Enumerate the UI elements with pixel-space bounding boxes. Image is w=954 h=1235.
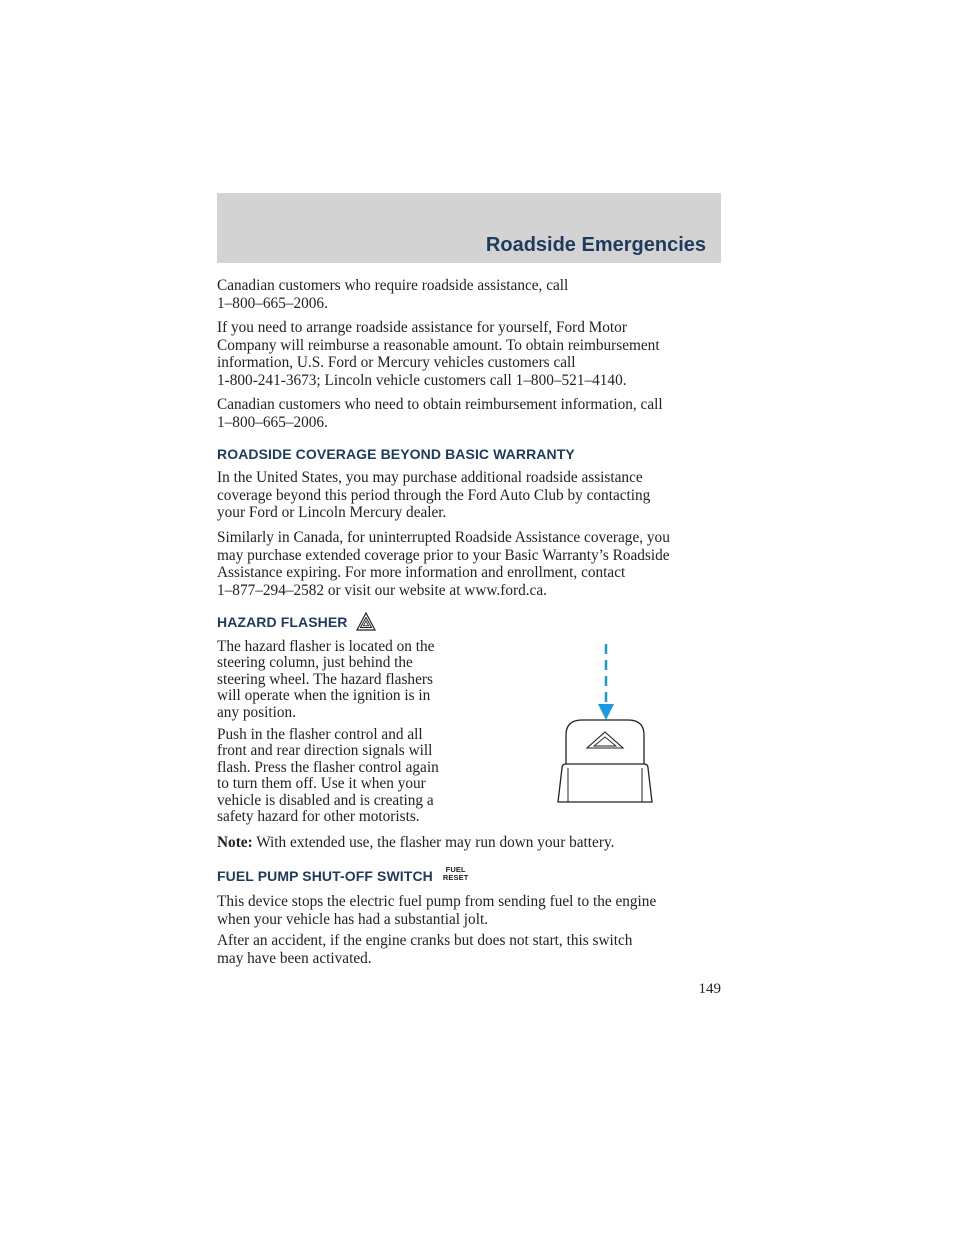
paragraph-note: Note: With extended use, the flasher may run down your battery.	[217, 834, 615, 851]
paragraph-reimbursement: If you need to arrange roadside assistance for yourself, Ford Motor Company will reimburse a reasonable amount. To obtain reimbursement information, U.S. Ford or Mercury vehicles customers call 1-800-241-3673; Lincoln vehicle customers call 1–800–521–4140.	[217, 319, 660, 389]
paragraph-fuel-pump-accident: After an accident, if the engine cranks but does not start, this switch may have been activated.	[217, 932, 633, 967]
page-number: 149	[698, 981, 721, 997]
paragraph-hazard-operation: Push in the flasher control and all front and rear direction signals will flash. Press the flasher control again to turn them off. Use it when your vehicle is disabled and is creating a safety hazard for other motorists.	[217, 726, 439, 826]
paragraph-fuel-pump-device: This device stops the electric fuel pump from sending fuel to the engine when your vehicle has had a substantial jolt.	[217, 893, 657, 928]
hazard-flasher-illustration	[552, 640, 662, 810]
paragraph-us-coverage: In the United States, you may purchase additional roadside assistance coverage beyond this period through the Ford Auto Club by contacting your Ford or Lincoln Mercury dealer.	[217, 469, 651, 522]
push-arrow	[598, 644, 614, 720]
heading-hazard-flasher: HAZARD FLASHER	[217, 614, 376, 632]
hazard-triangle-icon	[356, 612, 376, 632]
paragraph-hazard-location: The hazard flasher is located on the steering column, just behind the steering wheel. The hazard flashers will operate when the ignition is in any position.	[217, 638, 435, 721]
section-title: Roadside Emergencies	[485, 234, 706, 256]
paragraph-canada-assistance: Canadian customers who require roadside assistance, call 1–800–665–2006.	[217, 277, 569, 312]
flasher-button	[558, 720, 652, 802]
paragraph-canada-reimbursement: Canadian customers who need to obtain reimbursement information, call 1–800–665–2006.	[217, 396, 663, 431]
heading-roadside-coverage: ROADSIDE COVERAGE BEYOND BASIC WARRANTY	[217, 446, 575, 462]
heading-fuel-pump: FUEL PUMP SHUT-OFF SWITCH FUEL RESET	[217, 865, 469, 884]
paragraph-canada-coverage: Similarly in Canada, for uninterrupted Roadside Assistance coverage, you may purchase extended coverage prior to your Basic Warranty’s Roadside Assistance expiring. For more information and enrollment, contact 1–877–294–2582 or visit our website at www.ford.ca.	[217, 529, 670, 599]
fuel-reset-icon: FUEL RESET	[442, 865, 469, 883]
section-header	[217, 193, 721, 263]
